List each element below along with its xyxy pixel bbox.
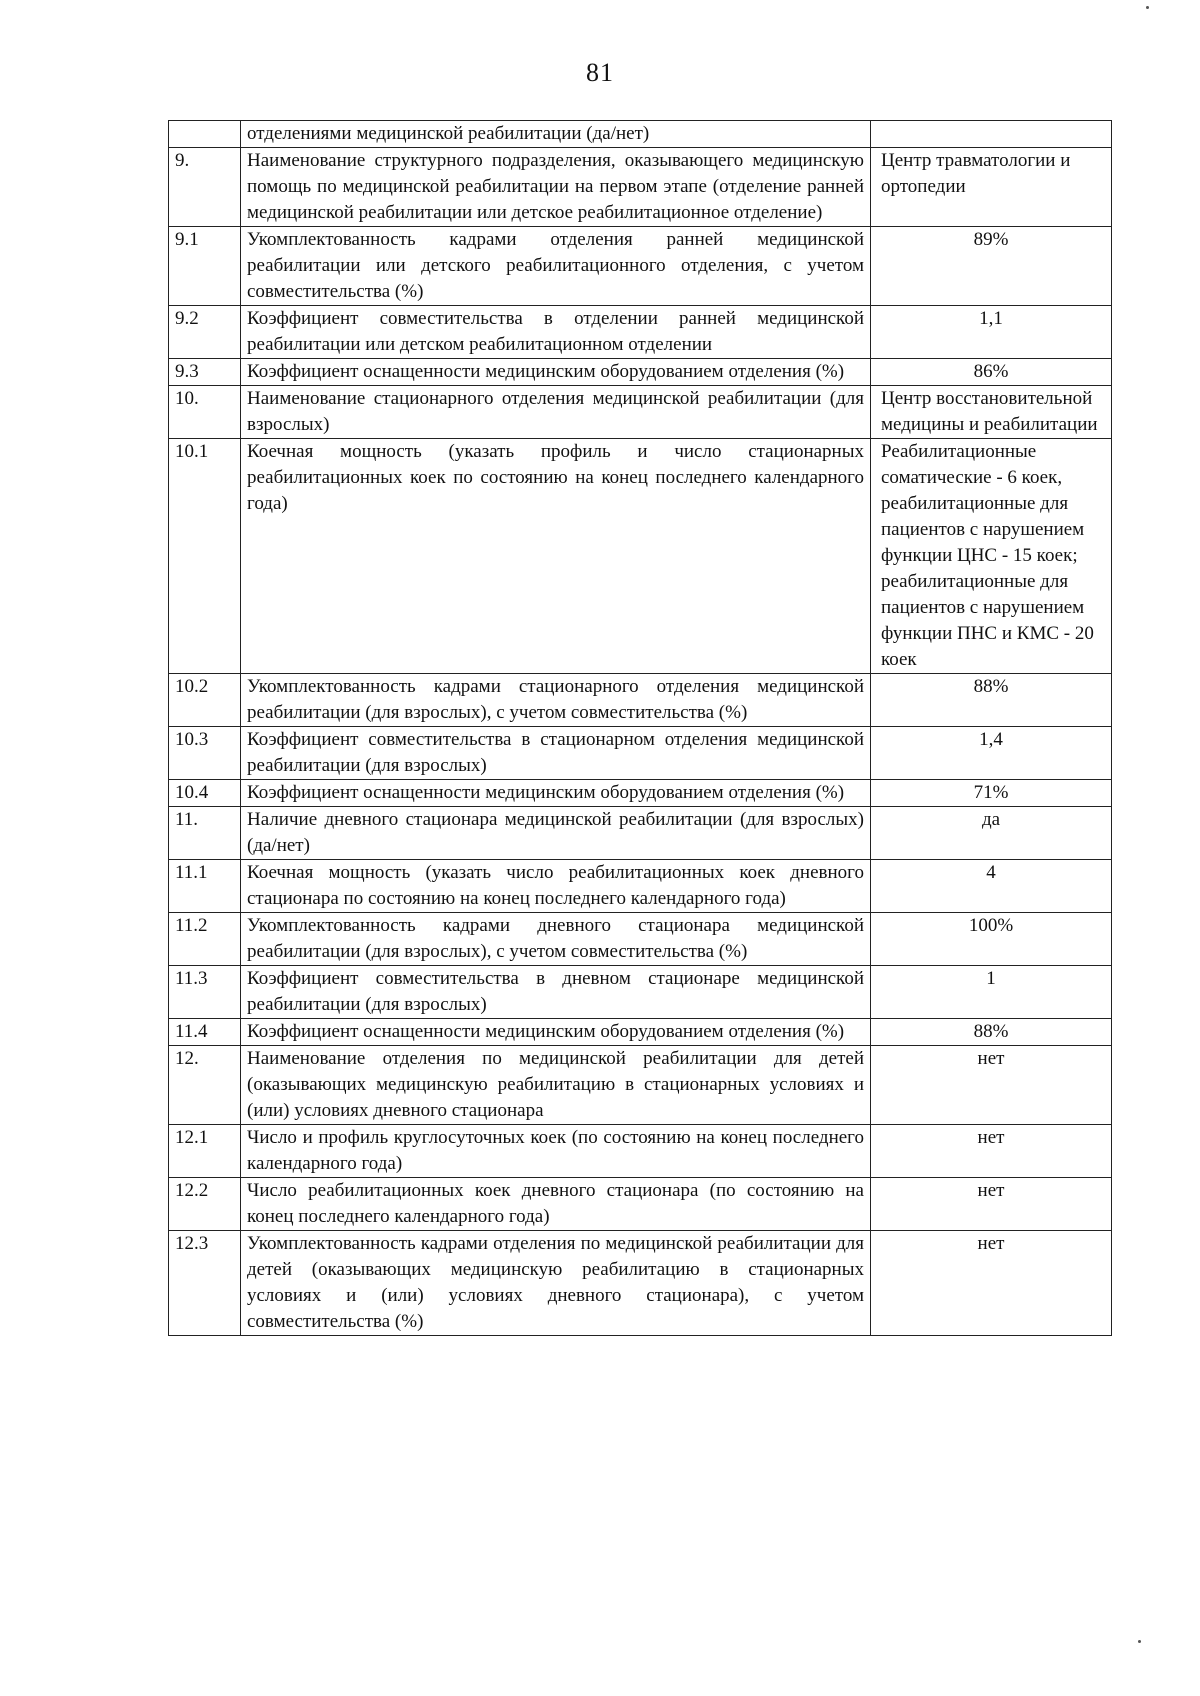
- scan-speck: [1146, 6, 1149, 9]
- page-number: 81: [586, 58, 614, 87]
- row-number: 9.3: [169, 359, 241, 386]
- indicator-name: отделениями медицинской реабилитации (да/нет): [241, 121, 871, 148]
- indicator-name: Коэффициент совместительства в отделении ранней медицинской реабилитации или детском реабилитационном отделении: [241, 306, 871, 359]
- row-number: 12.1: [169, 1125, 241, 1178]
- indicator-value: 86%: [871, 359, 1112, 386]
- table-row: [169, 807, 1112, 860]
- indicator-value: 1: [871, 966, 1112, 1019]
- row-number: 12.3: [169, 1231, 241, 1336]
- row-number: 11.1: [169, 860, 241, 913]
- indicator-name: Укомплектованность кадрами стационарного отделения медицинской реабилитации (для взрослых), с учетом совместительства (%): [241, 674, 871, 727]
- indicator-name: Наименование отделения по медицинской реабилитации для детей (оказывающих медицинскую реабилитацию в стационарных условиях и (или) условиях дневного стационара: [241, 1046, 871, 1125]
- indicator-value: да: [871, 807, 1112, 860]
- table-row: [169, 359, 1112, 386]
- indicator-value: 1,4: [871, 727, 1112, 780]
- row-number: [169, 121, 241, 148]
- scan-speck: [1138, 1640, 1141, 1643]
- indicator-name: Число и профиль круглосуточных коек (по состоянию на конец последнего календарного года): [241, 1125, 871, 1178]
- indicator-name: Укомплектованность кадрами дневного стационара медицинской реабилитации (для взрослых), с учетом совместительства (%): [241, 913, 871, 966]
- table-row: [169, 386, 1112, 439]
- indicator-name: Наименование структурного подразделения, оказывающего медицинскую помощь по медицинской реабилитации на первом этапе (отделение ранней медицинской реабилитации или детское реабилитационное отделение): [241, 148, 871, 227]
- table-row: [169, 227, 1112, 306]
- row-number: 11.4: [169, 1019, 241, 1046]
- indicator-name: Коэффициент оснащенности медицинским оборудованием отделения (%): [241, 780, 871, 807]
- indicator-value: 88%: [871, 674, 1112, 727]
- indicator-value: [871, 121, 1112, 148]
- row-number: 11.2: [169, 913, 241, 966]
- table-row: [169, 1178, 1112, 1231]
- row-number: 10.1: [169, 439, 241, 674]
- indicators-table: [168, 120, 1112, 1336]
- row-number: 12.: [169, 1046, 241, 1125]
- indicator-name: Укомплектованность кадрами отделения ранней медицинской реабилитации или детского реабилитационного отделения, с учетом совместительства (%): [241, 227, 871, 306]
- indicator-value: 89%: [871, 227, 1112, 306]
- row-number: 10.2: [169, 674, 241, 727]
- indicator-name: Наименование стационарного отделения медицинской реабилитации (для взрослых): [241, 386, 871, 439]
- table-row: [169, 966, 1112, 1019]
- indicator-name: Коэффициент совместительства в дневном стационаре медицинской реабилитации (для взрослых): [241, 966, 871, 1019]
- table-row: [169, 674, 1112, 727]
- table-row: [169, 306, 1112, 359]
- indicator-value: 100%: [871, 913, 1112, 966]
- row-number: 9.1: [169, 227, 241, 306]
- indicator-value: Центр травматологии и ортопедии: [871, 148, 1112, 227]
- row-number: 11.3: [169, 966, 241, 1019]
- indicator-value: 88%: [871, 1019, 1112, 1046]
- table-row: [169, 1019, 1112, 1046]
- row-number: 10.3: [169, 727, 241, 780]
- row-number: 9.: [169, 148, 241, 227]
- table-row: [169, 439, 1112, 674]
- table-row: [169, 148, 1112, 227]
- indicator-name: Коечная мощность (указать профиль и число стационарных реабилитационных коек по состоянию на конец последнего календарного года): [241, 439, 871, 674]
- table-row: [169, 913, 1112, 966]
- row-number: 10.: [169, 386, 241, 439]
- table-row: [169, 727, 1112, 780]
- indicator-value: Центр восстановительной медицины и реабилитации: [871, 386, 1112, 439]
- table-row: [169, 1125, 1112, 1178]
- indicator-name: Число реабилитационных коек дневного стационара (по состоянию на конец последнего календарного года): [241, 1178, 871, 1231]
- indicator-name: Коечная мощность (указать число реабилитационных коек дневного стационара по состоянию на конец последнего календарного года): [241, 860, 871, 913]
- indicator-name: Укомплектованность кадрами отделения по медицинской реабилитации для детей (оказывающих медицинскую реабилитацию в стационарных условиях и (или) условиях дневного стационара), с учетом совместительства (%): [241, 1231, 871, 1336]
- table-row: [169, 1231, 1112, 1336]
- indicator-name: Наличие дневного стационара медицинской реабилитации (для взрослых) (да/нет): [241, 807, 871, 860]
- table-row: [169, 780, 1112, 807]
- indicator-value: 1,1: [871, 306, 1112, 359]
- indicator-value: нет: [871, 1178, 1112, 1231]
- indicator-name: Коэффициент оснащенности медицинским оборудованием отделения (%): [241, 1019, 871, 1046]
- indicator-value: нет: [871, 1125, 1112, 1178]
- row-number: 10.4: [169, 780, 241, 807]
- indicator-name: Коэффициент оснащенности медицинским оборудованием отделения (%): [241, 359, 871, 386]
- indicator-value: 71%: [871, 780, 1112, 807]
- row-number: 11.: [169, 807, 241, 860]
- table-row: [169, 121, 1112, 148]
- indicator-value: 4: [871, 860, 1112, 913]
- indicator-value: нет: [871, 1231, 1112, 1336]
- table-row: [169, 860, 1112, 913]
- indicator-value: Реабилитационные соматические - 6 коек, реабилитационные для пациентов с нарушением функции ЦНС - 15 коек; реабилитационные для пациентов с нарушением функции ПНС и КМС - 20 коек: [871, 439, 1112, 674]
- table-row: [169, 1046, 1112, 1125]
- table-body: [169, 121, 1112, 1336]
- row-number: 12.2: [169, 1178, 241, 1231]
- indicator-value: нет: [871, 1046, 1112, 1125]
- indicator-name: Коэффициент совместительства в стационарном отделения медицинской реабилитации (для взрослых): [241, 727, 871, 780]
- row-number: 9.2: [169, 306, 241, 359]
